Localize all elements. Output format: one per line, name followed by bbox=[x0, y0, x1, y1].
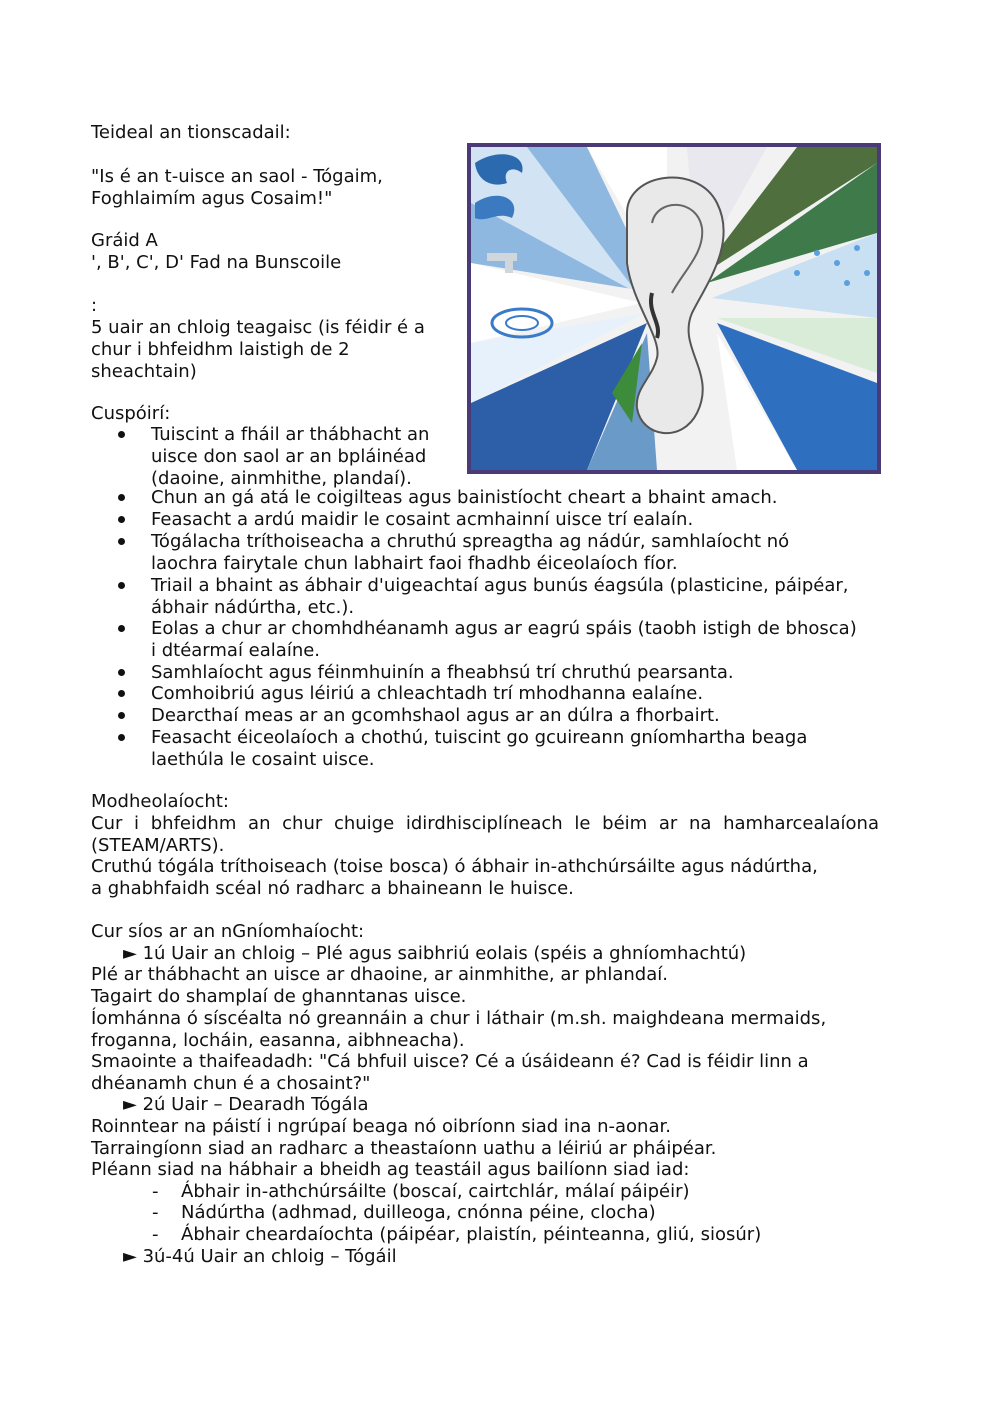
activity-text: Pléann siad na hábhair a bheidh ag teastáil agus bailíonn siad iad: bbox=[91, 1159, 690, 1180]
duration-line-3: sheachtain) bbox=[91, 361, 197, 382]
activity-text: Roinntear na páistí i ngrúpaí beaga nó oibríonn siad ina n-aonar. bbox=[91, 1116, 671, 1137]
methodology-line-3: Cruthú tógála tríthoiseach (toise bosca) ó ábhair in-athchúrsáilte agus nádúrtha, bbox=[91, 856, 818, 877]
bullet-icon bbox=[118, 431, 125, 438]
bullet-icon bbox=[118, 538, 125, 545]
bullet-icon bbox=[118, 582, 125, 589]
hour-2-heading: ► 2ú Uair – Dearadh Tógála bbox=[123, 1094, 369, 1115]
project-title-line-1: "Is é an t-uisce an saol - Tógaim, bbox=[91, 166, 383, 187]
bullet-icon bbox=[118, 712, 125, 719]
material-item: Ábhair in-athchúrsáilte (boscaí, cairtchlár, málaí páipéir) bbox=[181, 1181, 690, 1202]
material-item: Ábhair cheardaíochta (páipéar, plaistín, péinteanna, gliú, siosúr) bbox=[181, 1224, 762, 1245]
project-title-line-2: Foghlaimím agus Cosaim!" bbox=[91, 188, 333, 209]
activity-text: Íomhánna ó síscéalta nó greannáin a chur i láthair (m.sh. maighdeana mermaids, bbox=[91, 1008, 827, 1029]
grade-line-1: Gráid A bbox=[91, 230, 158, 251]
objective-item: Feasacht a ardú maidir le cosaint acmhainní uisce trí ealaín. bbox=[151, 509, 694, 530]
water-artwork-image bbox=[467, 143, 881, 474]
objective-item: Tuiscint a fháil ar thábhacht an bbox=[151, 424, 430, 445]
dash-bullet-icon: - bbox=[152, 1224, 159, 1245]
methodology-line-1: Cur i bhfeidhm an chur chuige idirdhisciplíneach le béim ar na hamharcealaíona bbox=[91, 813, 879, 834]
activity-text: Plé ar thábhacht an uisce ar dhaoine, ar ainmhithe, ar phlandaí. bbox=[91, 964, 668, 985]
activity-text: froganna, locháin, easanna, aibhneacha). bbox=[91, 1030, 465, 1051]
objective-item: i dtéarmaí ealaíne. bbox=[151, 640, 321, 661]
material-item: Nádúrtha (adhmad, duilleoga, cnónna péine, clocha) bbox=[181, 1202, 656, 1223]
duration-label: : bbox=[91, 295, 98, 316]
activity-text: dhéanamh chun é a chosaint?" bbox=[91, 1073, 371, 1094]
objective-item: laethúla le cosaint uisce. bbox=[151, 749, 375, 770]
objective-item: (daoine, ainmhithe, plandaí). bbox=[151, 468, 412, 489]
objective-item: laochra fairytale chun labhairt faoi fhadhb éiceolaíoch fíor. bbox=[151, 553, 678, 574]
activity-text: Smaointe a thaifeadadh: "Cá bhfuil uisce? Cé a úsáideann é? Cad is féidir linn a bbox=[91, 1051, 809, 1072]
bullet-icon bbox=[118, 516, 125, 523]
hour-1-heading: ► 1ú Uair an chloig – Plé agus saibhriú eolais (spéis a ghníomhachtú) bbox=[123, 943, 747, 964]
objective-item: Feasacht éiceolaíoch a chothú, tuiscint go gcuireann gníomhartha beaga bbox=[151, 727, 808, 748]
bullet-icon bbox=[118, 734, 125, 741]
grade-line-2: ', B', C', D' Fad na Bunscoile bbox=[91, 252, 342, 273]
dash-bullet-icon: - bbox=[152, 1181, 159, 1202]
duration-line-1: 5 uair an chloig teagaisc (is féidir é a bbox=[91, 317, 425, 338]
objective-item: Samhlaíocht agus féinmhuinín a fheabhsú trí chruthú pearsanta. bbox=[151, 662, 734, 683]
activity-text: Tagairt do shamplaí de ghanntanas uisce. bbox=[91, 986, 467, 1007]
methodology-line-2: (STEAM/ARTS). bbox=[91, 835, 225, 856]
objective-item: Dearcthaí meas ar an gcomhshaol agus ar an dúlra a fhorbairt. bbox=[151, 705, 720, 726]
dash-bullet-icon: - bbox=[152, 1202, 159, 1223]
methodology-heading: Modheolaíocht: bbox=[91, 791, 229, 812]
objective-item: uisce don saol ar an bpláinéad bbox=[151, 446, 427, 467]
duration-line-2: chur i bhfeidhm laistigh de 2 bbox=[91, 339, 350, 360]
activity-text: Tarraingíonn siad an radharc a theastaíonn uathu a léiriú ar pháipéar. bbox=[91, 1138, 717, 1159]
objective-item: ábhair nádúrtha, etc.). bbox=[151, 597, 355, 618]
bullet-icon bbox=[118, 625, 125, 632]
activity-heading: Cur síos ar an nGníomhaíocht: bbox=[91, 921, 365, 942]
hour-3-4-heading: ► 3ú-4ú Uair an chloig – Tógáil bbox=[123, 1246, 397, 1267]
objective-item: Triail a bhaint as ábhair d'uigeachtaí agus bunús éagsúla (plasticine, páipéar, bbox=[151, 575, 849, 596]
objectives-heading: Cuspóirí: bbox=[91, 403, 171, 424]
bullet-icon bbox=[118, 669, 125, 676]
project-title-label: Teideal an tionscadail: bbox=[91, 122, 291, 143]
bullet-icon bbox=[118, 494, 125, 501]
objective-item: Eolas a chur ar chomhdhéanamh agus ar eagrú spáis (taobh istigh de bhosca) bbox=[151, 618, 857, 639]
objective-item: Comhoibriú agus léiriú a chleachtadh trí mhodhanna ealaíne. bbox=[151, 683, 704, 704]
objective-item: Tógálacha tríthoiseacha a chruthú spreagtha ag nádúr, samhlaíocht nó bbox=[151, 531, 790, 552]
bullet-icon bbox=[118, 690, 125, 697]
methodology-line-4: a ghabhfaidh scéal nó radharc a bhaineann le huisce. bbox=[91, 878, 574, 899]
objective-item: Chun an gá atá le coigilteas agus bainistíocht cheart a bhaint amach. bbox=[151, 487, 778, 508]
